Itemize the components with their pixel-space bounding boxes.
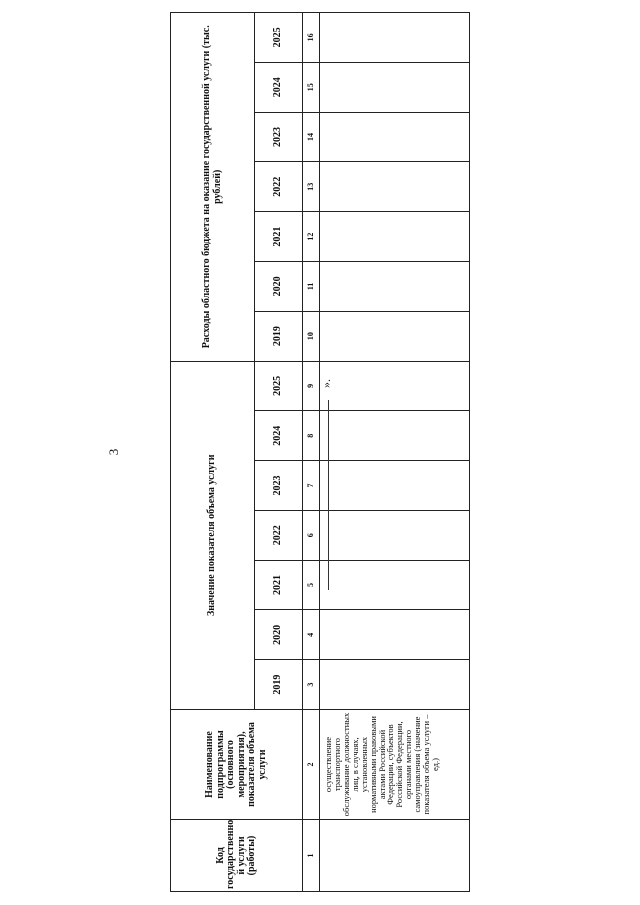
cell-empty: [320, 212, 470, 262]
cell-empty: [320, 62, 470, 112]
header-code: Код государственно й услуги (работы): [171, 820, 303, 892]
col-num-5: 5: [303, 560, 320, 610]
closing-quote: ».: [319, 379, 333, 388]
year-budget-2021: 2021: [255, 212, 303, 262]
cell-empty: [320, 610, 470, 660]
year-budget-2019: 2019: [255, 311, 303, 361]
row-description-cell: осуществление транспортного обслуживание должностных лиц, в случаях, установленных нормативными правовыми актами Российской Федерации, субъектов Российской Федерации, органами местного самоуправления (значение показателя объема услуги – ед.): [320, 710, 470, 820]
row-code-cell: [320, 820, 470, 892]
col-num-13: 13: [303, 162, 320, 212]
col-num-1: 1: [303, 820, 320, 892]
year-budget-2022: 2022: [255, 162, 303, 212]
cell-empty: [320, 311, 470, 361]
col-num-11: 11: [303, 261, 320, 311]
year-volume-2019: 2019: [255, 660, 303, 710]
col-num-6: 6: [303, 510, 320, 560]
closing-line: [328, 400, 329, 590]
year-volume-2023: 2023: [255, 461, 303, 511]
header-volume-group: Значение показателя объема услуги: [171, 361, 255, 709]
col-num-14: 14: [303, 112, 320, 162]
col-num-2: 2: [303, 710, 320, 820]
year-budget-2024: 2024: [255, 62, 303, 112]
cell-empty: [320, 560, 470, 610]
col-num-10: 10: [303, 311, 320, 361]
col-num-16: 16: [303, 13, 320, 63]
page-number: 3: [106, 448, 121, 456]
header-name: Наименование подпрограммы (основного мероприятия), показателя объема услуги: [171, 710, 303, 820]
cell-empty: [320, 13, 470, 63]
closing-mark-area: [315, 379, 455, 530]
cell-empty: [320, 660, 470, 710]
year-volume-2021: 2021: [255, 560, 303, 610]
col-num-4: 4: [303, 610, 320, 660]
year-budget-2025: 2025: [255, 13, 303, 63]
header-budget-group: Расходы областного бюджета на оказание государственной услуги (тыс. рублей): [171, 13, 255, 362]
cell-empty: [320, 112, 470, 162]
col-num-3: 3: [303, 660, 320, 710]
col-num-12: 12: [303, 212, 320, 262]
col-num-8: 8: [303, 411, 320, 461]
cell-empty: [320, 162, 470, 212]
header-row-groups: [171, 13, 255, 892]
year-budget-2020: 2020: [255, 261, 303, 311]
col-num-9: 9: [303, 361, 320, 411]
year-volume-2025: 2025: [255, 361, 303, 411]
year-budget-2023: 2023: [255, 112, 303, 162]
cell-empty: [320, 261, 470, 311]
year-volume-2020: 2020: [255, 610, 303, 660]
year-volume-2022: 2022: [255, 510, 303, 560]
col-num-15: 15: [303, 62, 320, 112]
year-volume-2024: 2024: [255, 411, 303, 461]
col-num-7: 7: [303, 461, 320, 511]
